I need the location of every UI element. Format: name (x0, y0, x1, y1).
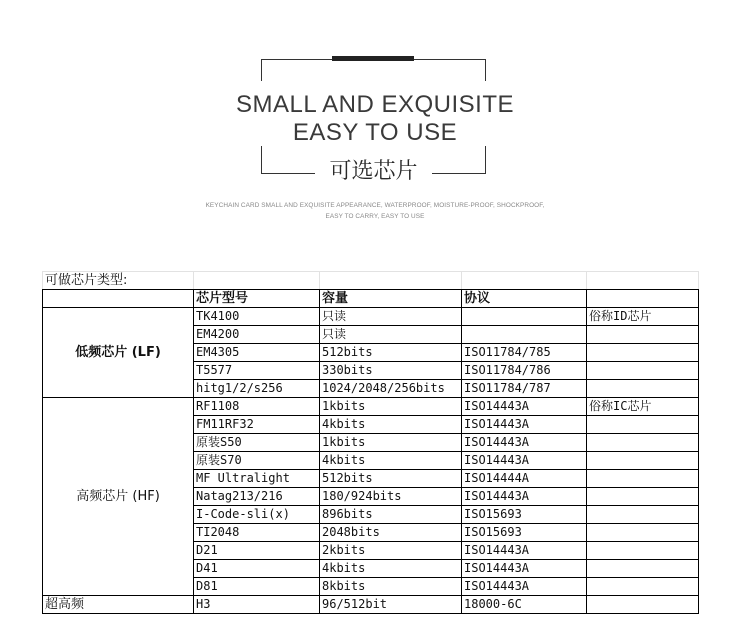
table-caption: 可做芯片类型: (43, 272, 194, 290)
protocol-cell: ISO14444A (462, 470, 587, 488)
note-cell: 俗称ID芯片 (587, 308, 699, 326)
protocol-cell (462, 326, 587, 344)
capacity-cell: 4kbits (320, 560, 462, 578)
note-cell (587, 380, 699, 398)
protocol-cell: 18000-6C (462, 596, 587, 614)
protocol-cell: ISO11784/786 (462, 362, 587, 380)
protocol-cell: ISO14443A (462, 434, 587, 452)
capacity-cell: 512bits (320, 470, 462, 488)
protocol-cell: ISO11784/787 (462, 380, 587, 398)
chip-model-cell: D21 (194, 542, 320, 560)
header-row (43, 290, 699, 308)
protocol-cell: ISO14443A (462, 452, 587, 470)
note-cell: 俗称IC芯片 (587, 398, 699, 416)
note-cell (587, 596, 699, 614)
protocol-cell: ISO14443A (462, 416, 587, 434)
chip-model-cell: D81 (194, 578, 320, 596)
hero-title-line-2: EASY TO USE (292, 119, 458, 146)
note-cell (587, 578, 699, 596)
bracket-frame-bottom-left (261, 146, 315, 174)
note-cell (587, 524, 699, 542)
table-row (43, 398, 699, 416)
note-cell (587, 344, 699, 362)
chip-model-cell: MF Ultralight (194, 470, 320, 488)
bracket-accent-bar (332, 56, 414, 61)
header-chip-model: 芯片型号 (194, 290, 320, 308)
bracket-frame-bottom-right (432, 146, 486, 174)
chip-types-table (42, 271, 699, 614)
chip-model-cell: TI2048 (194, 524, 320, 542)
protocol-cell: ISO14443A (462, 542, 587, 560)
note-cell (587, 452, 699, 470)
note-cell (587, 326, 699, 344)
capacity-cell: 只读 (320, 326, 462, 344)
chip-model-cell: TK4100 (194, 308, 320, 326)
chip-model-cell: I-Code-sli(x) (194, 506, 320, 524)
note-cell (587, 506, 699, 524)
note-cell (587, 542, 699, 560)
chip-model-cell: EM4305 (194, 344, 320, 362)
capacity-cell: 330bits (320, 362, 462, 380)
chip-model-cell: H3 (194, 596, 320, 614)
category-cell: 超高频 (43, 596, 194, 614)
hero-subtitle-cn: 可选芯片 (329, 159, 418, 184)
chip-model-cell: 原装S70 (194, 452, 320, 470)
chip-model-cell: hitg1/2/s256 (194, 380, 320, 398)
capacity-cell: 1kbits (320, 434, 462, 452)
protocol-cell: ISO15693 (462, 506, 587, 524)
chip-model-cell: RF1108 (194, 398, 320, 416)
hero-title-line-1: SMALL AND EXQUISITE (235, 91, 515, 118)
bracket-frame-top (261, 59, 486, 81)
protocol-cell: ISO15693 (462, 524, 587, 542)
note-cell (587, 488, 699, 506)
note-cell (587, 416, 699, 434)
capacity-cell: 1kbits (320, 398, 462, 416)
protocol-cell: ISO14443A (462, 398, 587, 416)
note-cell (587, 362, 699, 380)
header-protocol: 协议 (462, 290, 587, 308)
hero-description-line-1: KEYCHAIN CARD SMALL AND EXQUISITE APPEARANCE, WATERPROOF, MOISTURE-PROOF, SHOCKPROOF, (205, 202, 545, 209)
protocol-cell (462, 308, 587, 326)
chip-model-cell: T5577 (194, 362, 320, 380)
caption-row (43, 272, 699, 290)
note-cell (587, 434, 699, 452)
note-cell (587, 470, 699, 488)
capacity-cell: 8kbits (320, 578, 462, 596)
capacity-cell: 2kbits (320, 542, 462, 560)
capacity-cell: 2048bits (320, 524, 462, 542)
chip-model-cell: FM11RF32 (194, 416, 320, 434)
category-cell: 高频芯片 (HF) (43, 398, 194, 596)
capacity-cell: 4kbits (320, 416, 462, 434)
category-cell: 低频芯片 (LF) (43, 308, 194, 398)
hero-description-line-2: EASY TO CARRY, EASY TO USE (325, 213, 425, 220)
capacity-cell: 1024/2048/256bits (320, 380, 462, 398)
table-row (43, 596, 699, 614)
protocol-cell: ISO14443A (462, 488, 587, 506)
chip-model-cell: Natag213/216 (194, 488, 320, 506)
note-cell (587, 560, 699, 578)
capacity-cell: 180/924bits (320, 488, 462, 506)
table-row (43, 308, 699, 326)
hero-banner (0, 0, 750, 240)
protocol-cell: ISO14443A (462, 560, 587, 578)
capacity-cell: 512bits (320, 344, 462, 362)
capacity-cell: 只读 (320, 308, 462, 326)
protocol-cell: ISO11784/785 (462, 344, 587, 362)
header-capacity: 容量 (320, 290, 462, 308)
capacity-cell: 896bits (320, 506, 462, 524)
chip-model-cell: 原装S50 (194, 434, 320, 452)
capacity-cell: 96/512bit (320, 596, 462, 614)
chip-model-cell: D41 (194, 560, 320, 578)
chip-model-cell: EM4200 (194, 326, 320, 344)
protocol-cell: ISO14443A (462, 578, 587, 596)
capacity-cell: 4kbits (320, 452, 462, 470)
